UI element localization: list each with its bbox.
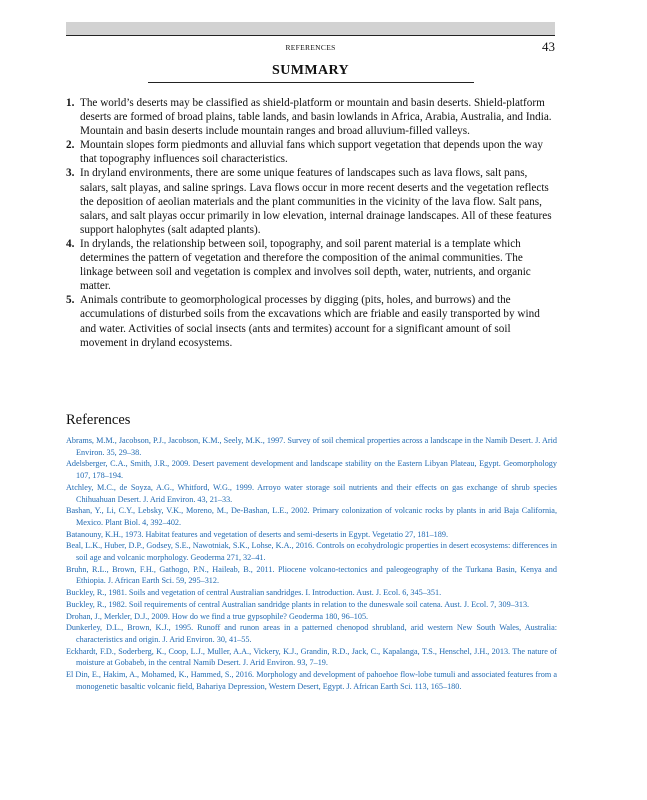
summary-item-text: In dryland environments, there are some unique features of landscapes such as lava flows, salt pans, salars, salt playas, and saline springs. Lava flows occur in more recent deserts and the vegetation reflects the deposition of aeolian materials and the plant communities in the vicinity of the lava flow. Salt pans, salars, and salt playas occur primarily in low elevation, internal drainage landscapes. All of these features support halophytes (salt adapted plants).	[80, 167, 552, 236]
reference-item[interactable]: Abrams, M.M., Jacobson, P.J., Jacobson, K.M., Seely, M.K., 1997. Survey of soil chemical properties across a landscape in the Namib Desert. J. Arid Environ. 35, 29–38.	[66, 436, 557, 457]
summary-item-number: 4.	[66, 237, 75, 250]
summary-item	[66, 138, 555, 166]
reference-item[interactable]: Adelsberger, C.A., Smith, J.R., 2009. Desert pavement development and landscape stability on the Eastern Libyan Plateau, Egypt. Geomorphology 107, 178–194.	[66, 459, 557, 481]
reference-item[interactable]: Batanouny, K.H., 1973. Habitat features and vegetation of deserts and semi-deserts in Egypt. Vegetatio 27, 181–189.	[66, 529, 448, 539]
reference-item[interactable]: Beal, L.K., Huber, D.P., Godsey, S.E., Nawotniak, S.K., Lohse, K.A., 2016. Controls on ecohydrologic properties in desert ecosystems: differences in soil age and volcanic morphology. Geoderma 271, 32–41.	[66, 541, 557, 563]
summary-item-text: In drylands, the relationship between soil, topography, and soil parent material is a template which determines the pattern of vegetation and therefore the composition of the animal communities. The linkage between soil and vegetation is complex and involves soil depth, water, nutrients, and organic matter.	[80, 237, 531, 293]
reference-item[interactable]: Atchley, M.C., de Soyza, A.G., Whitford, W.G., 1999. Arroyo water storage soil nutrients and their effects on gas exchange of shrub species Chihuahuan Desert. J. Arid Environ. 43, 21–33.	[66, 482, 557, 504]
reference-item[interactable]: Drohan, J., Merkler, D.J., 2009. How do we find a true gypsophile? Geoderma 180, 96–105.	[66, 611, 369, 621]
summary-item-number: 1.	[66, 97, 75, 109]
summary-item-text: Animals contribute to geomorphological processes by digging (pits, holes, and burrows) and the accumulations of disturbed soils from the excavations which are friable and easily transported by wind and water. Activities of social insects (ants and termites) account for a significant amount of soil movement in dryland ecosystems.	[80, 294, 540, 349]
summary-title: SUMMARY	[272, 63, 349, 78]
reference-item[interactable]: Bashan, Y., Li, C.Y., Lebsky, V.K., Moreno, M., De-Bashan, L.E., 2002. Primary colonization of volcanic rocks by plants in arid Baja California, Mexico. Plant Biol. 4, 392–402.	[66, 506, 557, 527]
reference-item[interactable]: Dunkerley, D.L., Brown, K.J., 1995. Runoff and runon areas in a patterned chenopod shrubland, arid western New South Wales, Australia: characteristics and origin. J. Arid Environ. 30, 41–55.	[66, 623, 557, 644]
summary-item	[66, 96, 555, 138]
summary-item-text: Mountain slopes form piedmonts and alluvial fans which support vegetation that depends upon the way that topography influences soil characteristics.	[80, 139, 543, 166]
running-header	[66, 39, 555, 56]
reference-item[interactable]: Buckley, R., 1981. Soils and vegetation of central Australian sandridges. I. Introduction. Aust. J. Ecol. 6, 345–351.	[66, 588, 442, 598]
summary-item	[66, 237, 555, 293]
reference-item[interactable]: Bruhn, R.L., Brown, F.H., Gathogo, P.N., Haileab, B., 2011. Pliocene volcano-tectonics and paleogeography of the Turkana Basin, Kenya and Ethiopia. J. African Earth Sci. 59, 295–312.	[66, 564, 557, 586]
references-heading: References	[66, 412, 131, 428]
summary-item-number: 3.	[66, 167, 75, 180]
header-band	[66, 22, 555, 35]
reference-item[interactable]: Eckhardt, F.D., Soderberg, K., Coop, L.J., Muller, A.A., Vickery, K.J., Grandin, R.D., Jack, C., Kapalanga, T.S., Henschel, J.H., 2013. The nature of moisture at Gobabeb, in the central Namib Desert. J. Arid Environ. 93, 7–19.	[66, 646, 557, 668]
reference-list	[66, 435, 557, 692]
summary-list	[66, 96, 555, 350]
summary-item-number: 2.	[66, 139, 75, 152]
reference-item[interactable]: Buckley, R., 1982. Soil requirements of central Australian sandridge plants in relation to the duneswale soil catena. Aust. J. Ecol. 7, 309–313.	[66, 599, 530, 609]
summary-rule	[148, 82, 474, 83]
summary-item	[66, 293, 555, 349]
running-title: REFERENCES	[285, 43, 336, 52]
page-number: 43	[542, 39, 555, 54]
summary-item-text: The world’s deserts may be classified as shield-platform or mountain and basin deserts. Shield-platform deserts are formed of broad plains, table lands, and basin lowlands in Africa, Arabia, Australia, and India. Mountain and basin deserts include mountain ranges and broad alluvium-filled valleys.	[80, 97, 552, 138]
summary-item-number: 5.	[66, 294, 75, 307]
summary-item	[66, 166, 555, 236]
reference-item[interactable]: El Din, E., Hakim, A., Mohamed, K., Hammed, S., 2016. Morphology and development of pahoehoe flow-lobe tumuli and associated features from a monogenetic basaltic volcanic field, Bahariya Depression, Western Desert, Egypt. J. African Earth Sci. 113, 165–180.	[66, 670, 557, 691]
header-rule	[66, 35, 555, 36]
